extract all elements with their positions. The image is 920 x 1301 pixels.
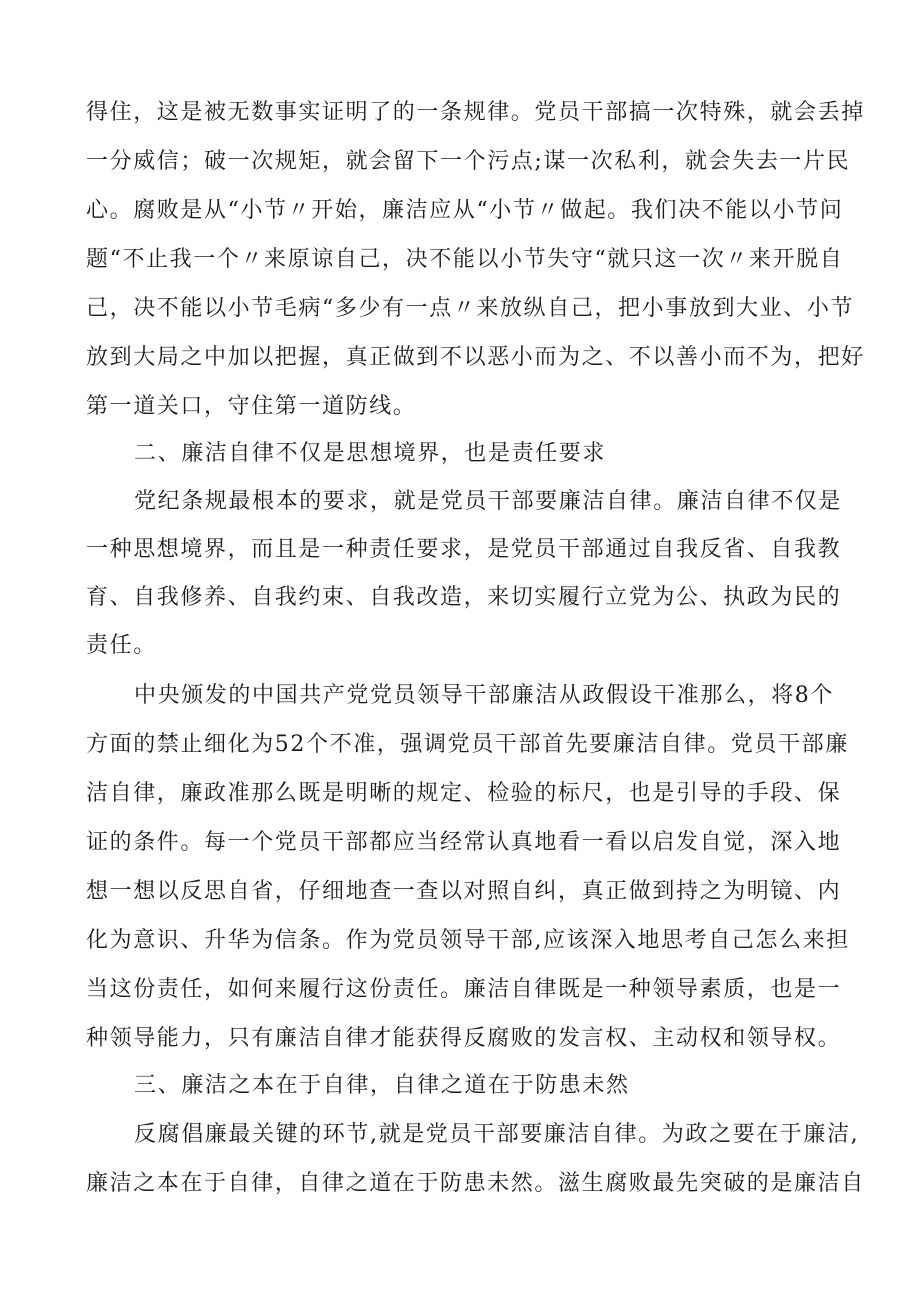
text-line: 第一道关口，守住第一道防线。 [86, 394, 417, 419]
text-line: 化为意识、升华为信条。作为党员领导干部,应该深入地思考自己怎么来担 [86, 928, 850, 953]
text-line: 种领导能力，只有廉洁自律才能获得反腐败的发言权、主动权和领导权。 [86, 1026, 842, 1051]
text-line: 心。腐败是从“小节〃开始，廉洁应从“小节〃做起。我们决不能以小节问 [86, 198, 844, 223]
text-line: 己，决不能以小节毛病“多少有一点〃来放纵自己，把小事放到大业、小节 [86, 296, 855, 321]
text-line: 题“不止我一个〃来原谅自己，决不能以小节失守“就只这一次〃来开脱自 [86, 247, 844, 272]
text-line: 想一想以反思自省，仔细地查一查以对照自纠，真正做到持之为明镜、内 [86, 879, 842, 904]
text-line: 中央颁发的中国共产党党员领导干部廉洁从政假设干准那么，将8个 [134, 683, 834, 708]
text-line: 当这份责任，如何来履行这份责任。廉洁自律既是一种领导素质，也是一 [86, 977, 842, 1002]
text-line: 证的条件。每一个党员干部都应当经常认真地看一看以启发自觉，深入地 [86, 830, 842, 855]
text-line: 一种思想境界，而且是一种责任要求，是党员干部通过自我反省、自我教 [86, 537, 842, 562]
text-line: 党纪条规最根本的要求，就是党员干部要廉洁自律。廉洁自律不仅是 [134, 489, 843, 514]
text-line: 责任。 [86, 633, 157, 658]
text-line: 方面的禁止细化为52个不准，强调党员干部首先要廉洁自律。党员干部廉 [86, 732, 849, 757]
text-line: 育、自我修养、自我约束、自我改造，来切实履行立党为公、执政为民的 [86, 585, 842, 610]
text-line: 廉洁之本在于自律，自律之道在于防患未然。滋生腐败最先突破的是廉洁自 [86, 1171, 865, 1196]
text-line: 一分威信；破一次规矩，就会留下一个污点;谋一次私利，就会失去一片民 [86, 149, 851, 174]
section-heading-2: 二、廉洁自律不仅是思想境界，也是责任要求 [134, 441, 607, 466]
section-heading-3: 三、廉洁之本在于自律，自律之道在于防患未然 [134, 1073, 630, 1098]
text-line: 反腐倡廉最关键的环节,就是党员干部要廉洁自律。为政之要在于廉洁, [134, 1122, 860, 1147]
text-line: 洁自律，廉政准那么既是明晰的规定、检验的标尺，也是引导的手段、保 [86, 781, 842, 806]
text-line: 得住，这是被无数事实证明了的一条规律。党员干部搞一次特殊，就会丢掉 [86, 100, 865, 125]
text-line: 放到大局之中加以把握，真正做到不以恶小而为之、不以善小而不为，把好 [86, 345, 865, 370]
